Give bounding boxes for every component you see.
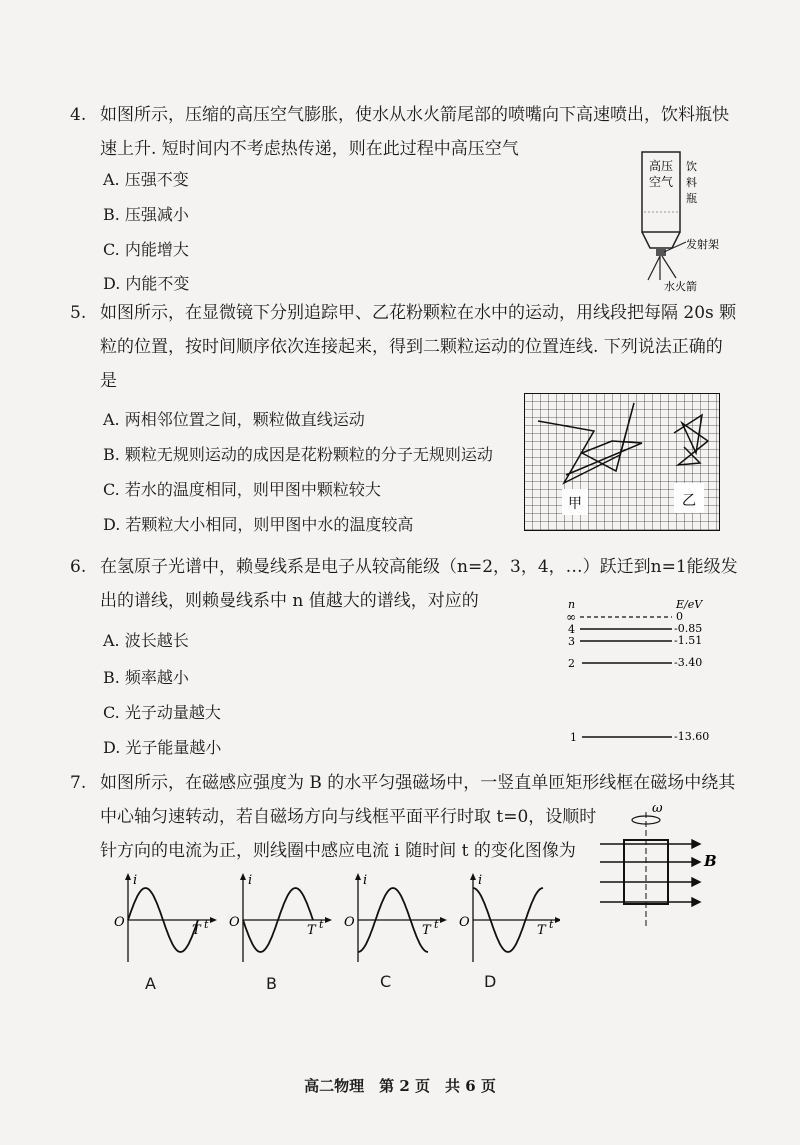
- option-d: D. 光子能量越小: [103, 738, 222, 757]
- period-label: T: [422, 923, 431, 938]
- option-a: A. 压强不变: [103, 170, 189, 189]
- question-text-line-1: 在氢原子光谱中，赖曼线系是电子从较高能级（n=2，3，4，…）跃迁到n=1能级发: [100, 557, 738, 577]
- option-b: B. 压强减小: [103, 205, 189, 224]
- question-text-line-1: 如图所示，压缩的高压空气膨胀，使水从水火箭尾部的喷嘴向下高速喷出，饮料瓶快: [100, 105, 729, 125]
- t-axis-arrow: [210, 917, 217, 923]
- graph-c: [344, 873, 447, 962]
- i-axis-arrow: [240, 873, 246, 880]
- rotating-coil-figure: [596, 800, 726, 935]
- question-text-line-1: 如图所示，在显微镜下分别追踪甲、乙花粉颗粒在水中的运动，用线段把每隔 20s 颗: [100, 303, 737, 323]
- launcher-legs: [648, 256, 676, 280]
- level-n-1: 1: [570, 731, 577, 744]
- option-c: C. 内能增大: [103, 240, 189, 259]
- question-number: 6.: [70, 557, 87, 577]
- water-rocket-figure: [620, 140, 740, 295]
- i-label: i: [133, 873, 138, 888]
- origin-label: O: [114, 915, 125, 930]
- t-axis-arrow: [555, 917, 560, 923]
- i-label: i: [248, 873, 253, 888]
- level-n-2: 2: [568, 657, 575, 670]
- b-field-label: B: [704, 852, 717, 870]
- graph-label-b: B: [266, 974, 277, 993]
- question-text-line-3: 针方向的电流为正，则线圈中感应电流 i 随时间 t 的变化图像为: [100, 841, 576, 861]
- t-axis-arrow: [440, 917, 447, 923]
- origin-label: O: [344, 915, 355, 930]
- i-axis-arrow: [470, 873, 476, 880]
- level-n-3: 3: [568, 635, 575, 648]
- question-text-line-2: 速上升. 短时间内不考虑热传递，则在此过程中高压空气: [100, 139, 519, 159]
- option-c: C. 光子动量越大: [103, 703, 221, 722]
- label-air: 空气: [649, 175, 674, 189]
- question-number: 5.: [70, 303, 87, 323]
- graph-b: [229, 873, 332, 962]
- question-number: 7.: [70, 773, 87, 793]
- period-label: T: [192, 923, 201, 938]
- period-label: T: [307, 923, 316, 938]
- option-d: D. 内能不变: [103, 274, 190, 293]
- origin-label: O: [229, 915, 240, 930]
- level-e-inf: 0: [676, 610, 683, 623]
- graph-a: [114, 873, 217, 962]
- level-n-4: 4: [568, 623, 575, 636]
- energy-level-diagram: [560, 596, 740, 746]
- label-water-rocket: 水火箭: [664, 280, 697, 293]
- i-label: i: [363, 873, 368, 888]
- graph-label-d: D: [484, 972, 497, 991]
- graph-d: [459, 873, 560, 962]
- level-e-4: -0.85: [674, 622, 703, 635]
- question-text-line-2: 粒的位置，按时间顺序依次连接起来，得到二颗粒运动的位置连线. 下列说法正确的: [100, 337, 723, 357]
- label-drink: 饮: [686, 160, 697, 173]
- label-jia: 甲: [568, 496, 582, 512]
- question-text-line-1: 如图所示，在磁感应强度为 B 的水平匀强磁场中，一竖直单匝矩形线框在磁场中绕其: [100, 773, 736, 793]
- option-c: C. 若水的温度相同，则甲图中颗粒较大: [103, 480, 381, 499]
- brownian-motion-grid-figure: [524, 393, 720, 531]
- question-text-line-2: 中心轴匀速转动，若自磁场方向与线框平面平行时取 t=0，设顺时: [100, 807, 597, 827]
- t-label: t: [204, 918, 209, 931]
- period-label: T: [537, 923, 546, 938]
- n-header: n: [568, 598, 576, 611]
- option-a: A. 波长越长: [103, 631, 189, 650]
- graph-label-a: A: [145, 974, 156, 993]
- t-label: t: [434, 918, 439, 931]
- question-5: [70, 296, 750, 398]
- current-time-graphs: [100, 870, 560, 970]
- option-d: D. 若颗粒大小相同，则甲图中水的温度较高: [103, 515, 414, 534]
- t-label: t: [319, 918, 324, 931]
- question-number: 4.: [70, 105, 87, 125]
- option-a: A. 两相邻位置之间，颗粒做直线运动: [103, 410, 365, 429]
- question-text-line-3: 是: [100, 371, 117, 391]
- option-b: B. 频率越小: [103, 668, 189, 687]
- level-e-3: -1.51: [674, 634, 703, 647]
- omega-label: ω: [652, 801, 663, 816]
- label-material: 料: [686, 176, 697, 189]
- level-n-inf: ∞: [566, 610, 576, 624]
- label-yi: 乙: [682, 493, 696, 509]
- i-axis-arrow: [125, 873, 131, 880]
- page-footer: 高二物理 第 2 页 共 6 页: [304, 1077, 496, 1095]
- label-launcher: 发射架: [686, 238, 719, 251]
- bottle-neck: [642, 232, 680, 248]
- label-high-pressure: 高压: [649, 159, 674, 173]
- answer-graphs: [100, 870, 560, 970]
- level-e-1: -13.60: [674, 730, 710, 743]
- e-header: E/eV: [676, 598, 703, 611]
- level-e-2: -3.40: [674, 656, 703, 669]
- graph-label-c: C: [380, 972, 392, 991]
- i-axis-arrow: [355, 873, 361, 880]
- i-label: i: [478, 873, 483, 888]
- t-axis-arrow: [325, 917, 332, 923]
- question-text-line-2: 出的谱线，则赖曼线系中 n 值越大的谱线，对应的: [100, 591, 479, 611]
- option-b: B. 颗粒无规则运动的成因是花粉颗粒的分子无规则运动: [103, 445, 493, 464]
- label-bottle: 瓶: [686, 192, 697, 205]
- origin-label: O: [459, 915, 470, 930]
- t-label: t: [549, 918, 554, 931]
